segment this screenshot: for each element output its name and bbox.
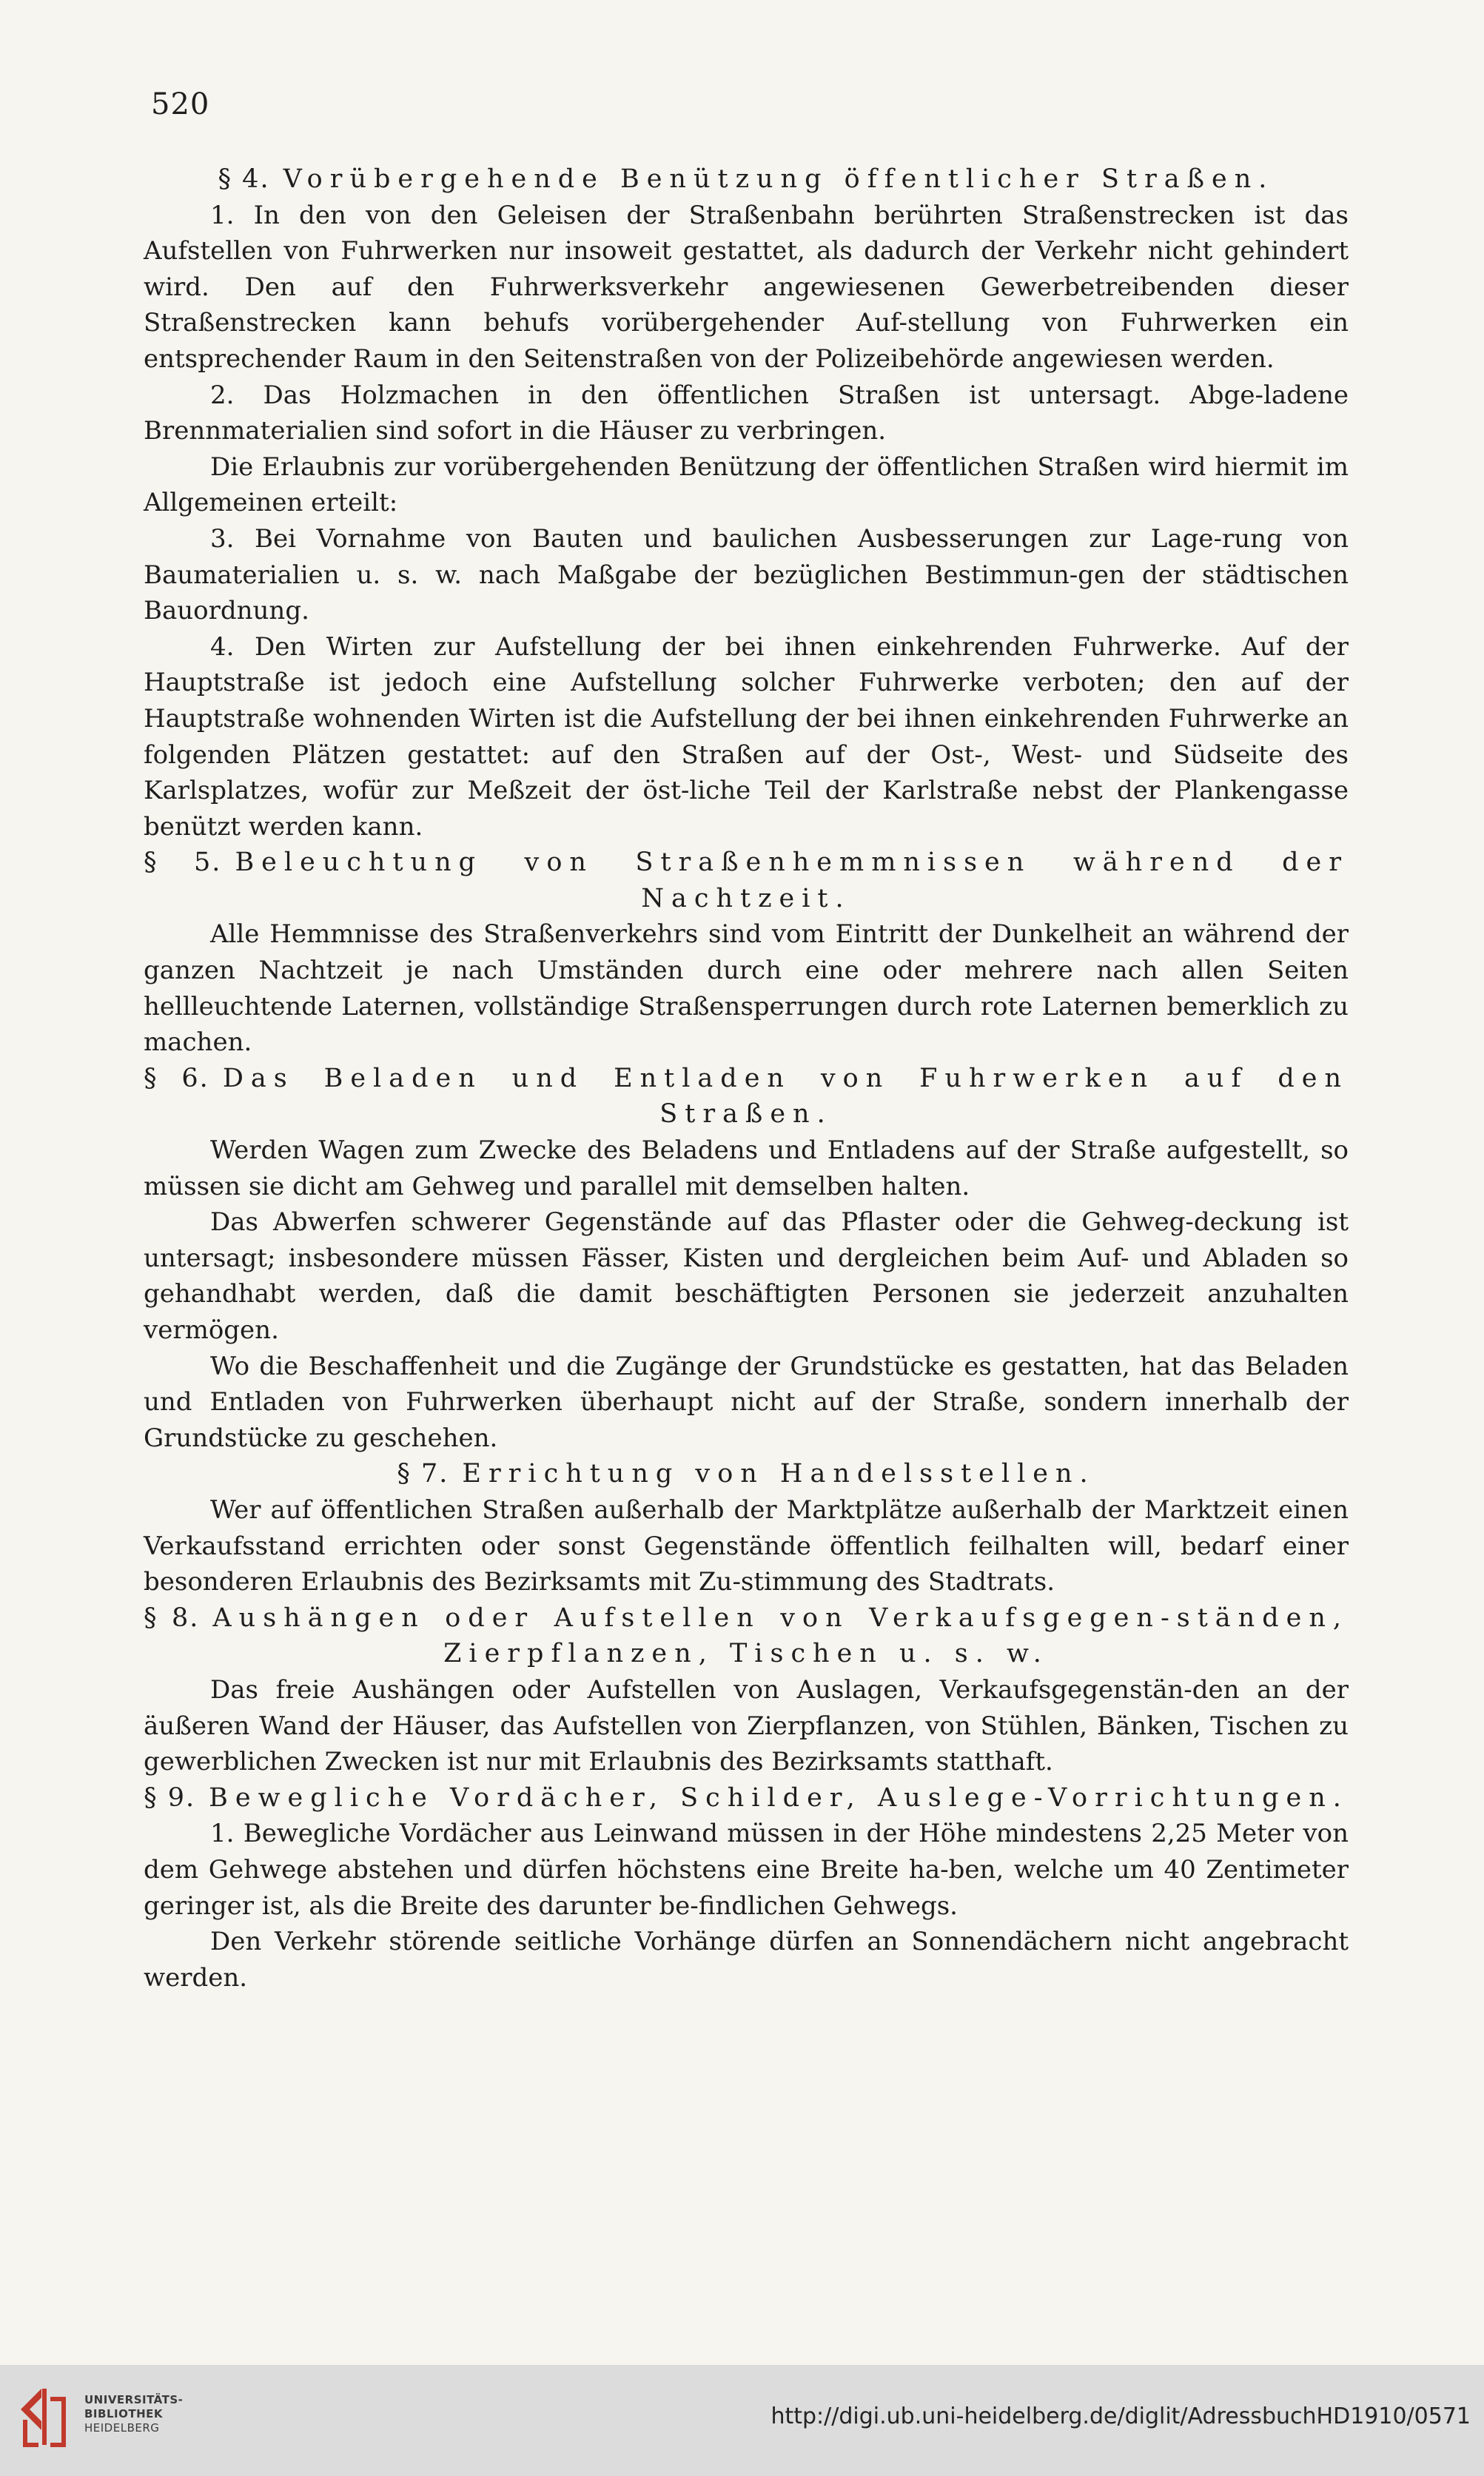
paragraph: Werden Wagen zum Zwecke des Beladens und Entladens auf der Straße aufgestellt, so müssen sie dicht am Gehweg und parallel mit demselben halten. bbox=[144, 1135, 1349, 1201]
section-heading-5 bbox=[144, 845, 1349, 916]
paragraph: 1. Bewegliche Vordächer aus Leinwand müssen in der Höhe mindestens 2,25 Meter von dem Gehwege abstehen und dürfen höchstens eine Breite ha-ben, welche um 40 Zentimeter geringer ist, als die Breite des darunter be-findlichen Gehwegs. bbox=[144, 1819, 1349, 1921]
library-logo-icon bbox=[16, 2381, 70, 2452]
section-number: § 6. bbox=[144, 1063, 209, 1093]
logo-line: BIBLIOTHEK bbox=[84, 2407, 163, 2420]
section-number: § 9. bbox=[144, 1782, 196, 1813]
section-number: § 7. bbox=[397, 1459, 449, 1489]
library-logo[interactable] bbox=[16, 2378, 194, 2460]
section-title: Errichtung von Handelsstellen. bbox=[462, 1459, 1095, 1489]
library-logo-text bbox=[84, 2393, 183, 2435]
page-number: 520 bbox=[151, 87, 210, 121]
paragraph: Alle Hemmnisse des Straßenverkehrs sind vom Eintritt der Dunkelheit an während der ganzen Nachtzeit je nach Umständen durch eine oder mehrere nach allen Seiten hellleuchtende Laternen, vollständige Straßensperrungen durch rote Laternen bemerklich zu machen. bbox=[144, 919, 1349, 1058]
paragraph: Den Verkehr störende seitliche Vorhänge dürfen an Sonnendächern nicht angebracht werden. bbox=[144, 1927, 1349, 1993]
paragraph: Wo die Beschaffenheit und die Zugänge der Grundstücke es gestatten, hat das Beladen und Entladen von Fuhrwerken überhaupt nicht auf der Straße, sondern innerhalb der Grundstücke zu geschehen. bbox=[144, 1351, 1349, 1453]
paragraph: 3. Bei Vornahme von Bauten und baulichen Ausbesserungen zur Lage-rung von Baumaterialien u. s. w. nach Maßgabe der bezüglichen Bestimmun-gen der städtischen Bauordnung. bbox=[144, 523, 1349, 626]
section-number: § 4. bbox=[218, 164, 270, 194]
paragraph: Wer auf öffentlichen Straßen außerhalb der Marktplätze außerhalb der Marktzeit einen Verkaufsstand errichten oder sonst Gegenstände öffentlich feilhalten will, bedarf einer besonderen Erlaubnis des Bezirksamts mit Zu-stimmung des Stadtrats. bbox=[144, 1494, 1349, 1597]
section-number: § 8. bbox=[144, 1603, 200, 1633]
paragraph: 4. Den Wirten zur Aufstellung der bei ihnen einkehrenden Fuhrwerke. Auf der Hauptstraße ist jedoch eine Aufstellung solcher Fuhrwerke verboten; den auf der Hauptstraße wohnenden Wirten ist die Aufstellung der bei ihnen einkehrenden Fuhrwerke an folgenden Plätzen gestattet: auf den Straßen auf der Ost-, West- und Südseite des Karlsplatzes, wofür zur Meßzeit der öst-liche Teil der Karlstraße nebst der Plankengasse benützt werden kann. bbox=[144, 631, 1349, 842]
section-heading-6 bbox=[144, 1061, 1349, 1133]
section-number: § 5. bbox=[144, 848, 222, 878]
paragraph: Das freie Aushängen oder Aufstellen von Auslagen, Verkaufsgegenstän-den an der äußeren Wand der Häuser, das Aufstellen von Zierpflanzen, von Stühlen, Bänken, Tischen zu gewerblichen Zwecken ist nur mit Erlaubnis des Bezirksamts statthaft. bbox=[144, 1674, 1349, 1777]
section-heading-9 bbox=[144, 1780, 1349, 1816]
section-title: Bewegliche Vordächer, Schilder, Auslege-Vorrichtungen. bbox=[209, 1782, 1349, 1813]
section-heading-7 bbox=[144, 1456, 1349, 1492]
logo-line: HEIDELBERG bbox=[84, 2421, 160, 2435]
paragraph: Die Erlaubnis zur vorübergehenden Benützung der öffentlichen Straßen wird hiermit im Allgemeinen erteilt: bbox=[144, 452, 1349, 518]
section-title: Vorübergehende Benützung öffentlicher Straßen. bbox=[283, 164, 1275, 194]
source-url-link[interactable]: http://digi.ub.uni-heidelberg.de/diglit/AdressbuchHD1910/0571 bbox=[770, 2403, 1471, 2429]
paragraph: 1. In den von den Geleisen der Straßenbahn berührten Straßenstrecken ist das Aufstellen von Fuhrwerken nur insoweit gestattet, als dadurch der Verkehr nicht gehindert wird. Den auf den Fuhrwerksverkehr angewiesenen Gewerbetreibenden dieser Straßenstrecken kann behufs vorübergehender Auf-stellung von Fuhrwerken ein entsprechender Raum in den Seitenstraßen von der Polizeibehörde angewiesen werden. bbox=[144, 200, 1349, 374]
section-heading-4 bbox=[144, 161, 1349, 198]
logo-line: UNIVERSITÄTS- bbox=[84, 2393, 184, 2406]
section-title: Das Beladen und Entladen von Fuhrwerken auf den Straßen. bbox=[222, 1063, 1349, 1130]
paragraph: 2. Das Holzmachen in den öffentlichen Straßen ist untersagt. Abge-ladene Brennmaterialien sind sofort in die Häuser zu verbringen. bbox=[144, 380, 1349, 446]
section-title: Aushängen oder Aufstellen von Verkaufsgegen-ständen, Zierpflanzen, Tischen u. s. w. bbox=[212, 1603, 1349, 1669]
section-title: Beleuchtung von Straßenhemmnissen während der Nachtzeit. bbox=[235, 848, 1349, 913]
footer-bar bbox=[0, 2365, 1484, 2476]
page-content bbox=[144, 161, 1349, 1996]
section-heading-8 bbox=[144, 1600, 1349, 1672]
paragraph: Das Abwerfen schwerer Gegenstände auf das Pflaster oder die Gehweg-deckung ist untersagt; insbesondere müssen Fässer, Kisten und dergleichen beim Auf- und Abladen so gehandhabt werden, daß die damit beschäftigten Personen sie jederzeit anzuhalten vermögen. bbox=[144, 1207, 1349, 1345]
